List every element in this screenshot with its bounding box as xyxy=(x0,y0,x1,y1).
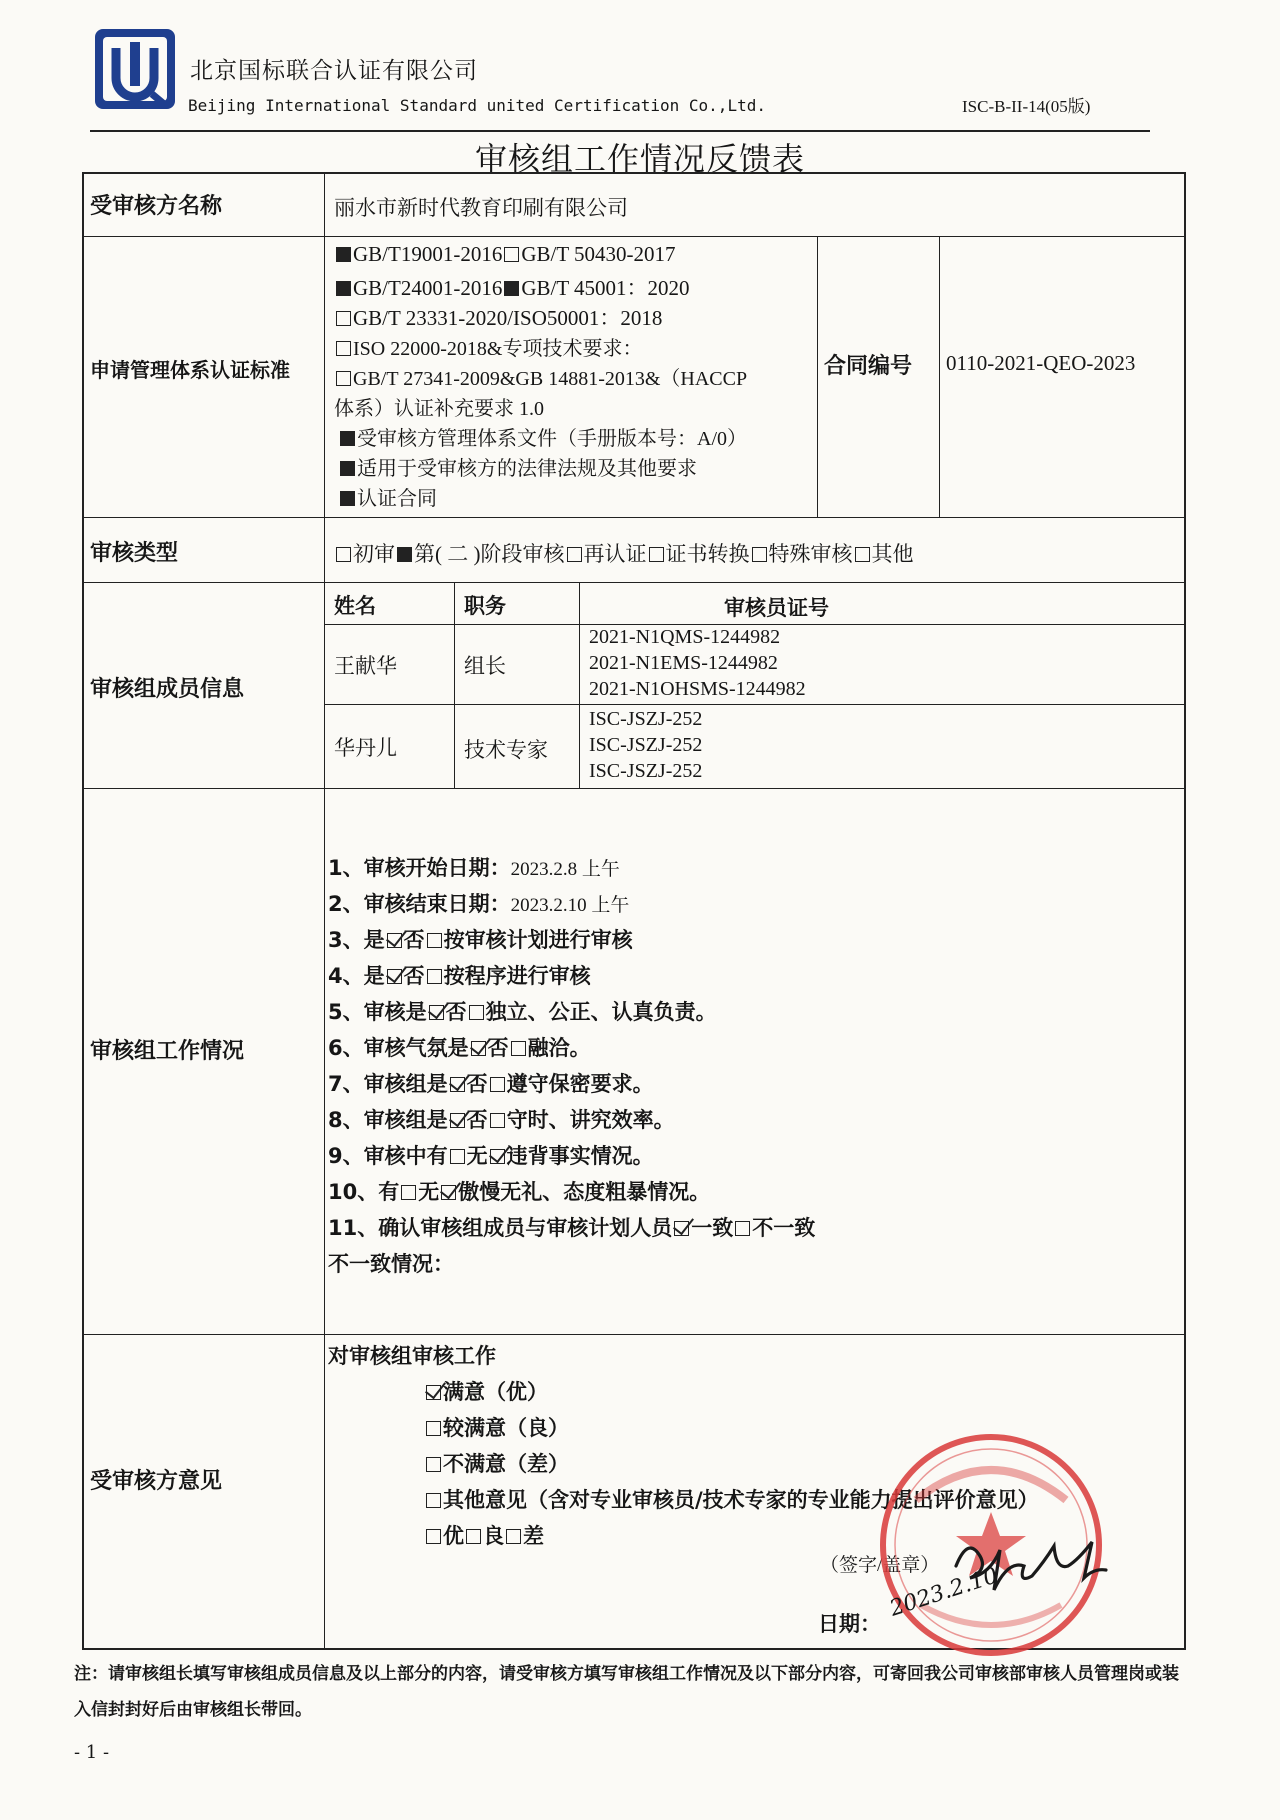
checkbox-legal-requirements[interactable] xyxy=(340,461,355,476)
contract-number-label: 合同编号 xyxy=(824,354,913,379)
opinion-option-satisfied: 满意（优） xyxy=(424,1376,548,1406)
standards-line: GB/T19001-2016 GB/T 50430-2017 xyxy=(334,242,676,267)
signature-label: （签字/盖章） xyxy=(820,1555,940,1576)
team-column-divider xyxy=(454,582,455,788)
standards-label: 申请管理体系认证标准 xyxy=(90,358,290,382)
checkbox-no[interactable] xyxy=(490,1149,505,1164)
mismatch-label: 不一致情况： xyxy=(328,1252,454,1276)
contract-column-divider xyxy=(939,236,940,517)
checkbox-gb27341[interactable] xyxy=(336,371,351,386)
row-divider xyxy=(84,517,1184,518)
member-cert: 2021-N1EMS-1244982 xyxy=(589,652,778,674)
work-item-7: 7、审核组是 否 遵守保密要求。 xyxy=(328,1072,654,1096)
work-item-9: 9、审核中有 无 违背事实情况。 xyxy=(328,1144,654,1168)
checkbox-gb50430[interactable] xyxy=(504,247,519,262)
auditee-name: 丽水市新时代教育印刷有限公司 xyxy=(334,196,628,220)
checkbox-yes[interactable] xyxy=(471,1041,486,1056)
checkbox-special-audit[interactable] xyxy=(752,547,767,562)
team-header-divider xyxy=(324,624,1184,625)
checkbox-no[interactable] xyxy=(511,1041,526,1056)
row-divider xyxy=(84,236,1184,237)
end-date-item: 2、审核结束日期：2023.2.10 上午 xyxy=(328,892,630,916)
checkbox-good[interactable] xyxy=(466,1529,481,1544)
auditee-label: 受审核方名称 xyxy=(90,194,223,219)
opinion-option-unsatisfied: 不满意（差） xyxy=(424,1448,569,1478)
audit-type-label: 审核类型 xyxy=(90,541,179,566)
start-date-item: 1、审核开始日期：2023.2.8 上午 xyxy=(328,856,620,880)
work-item-6: 6、审核气氛是 否 融洽。 xyxy=(328,1036,591,1060)
auditee-opinion-label: 受审核方意见 xyxy=(90,1469,223,1494)
member-role: 技术专家 xyxy=(464,738,548,762)
standards-line: 认证合同 xyxy=(338,482,437,511)
checkbox-iso22000[interactable] xyxy=(336,341,351,356)
footer-note: 注：请审核组长填写审核组成员信息及以上部分的内容，请受审核方填写审核组工作情况及以下部分内容，可寄回我公司审核部审核人员管理岗或装入信封封好后由审核组长带回。 xyxy=(74,1664,1179,1720)
checkbox-recertification[interactable] xyxy=(567,547,582,562)
checkbox-initial-audit[interactable] xyxy=(336,547,351,562)
standards-line: GB/T 27341-2009&GB 14881-2013&（HACCP xyxy=(334,362,747,391)
document-code: ISC-B-II-14(05版) xyxy=(962,97,1091,116)
checkbox-no[interactable] xyxy=(427,969,442,984)
checkbox-certification-contract[interactable] xyxy=(340,491,355,506)
col-name-header: 姓名 xyxy=(334,594,376,618)
col-cert-header: 审核员证号 xyxy=(724,596,829,620)
page-number: - 1 - xyxy=(74,1742,110,1763)
checkbox-fairly-satisfied[interactable] xyxy=(426,1421,441,1436)
label-column-divider xyxy=(324,174,325,1650)
standards-line: 适用于受审核方的法律法规及其他要求 xyxy=(338,452,697,481)
standards-line: 体系）认证补充要求 1.0 xyxy=(334,398,544,420)
standards-line: ISO 22000-2018&专项技术要求： xyxy=(334,332,642,361)
checkbox-yes[interactable] xyxy=(387,969,402,984)
checkbox-no[interactable] xyxy=(427,933,442,948)
checkbox-yes[interactable] xyxy=(387,933,402,948)
company-name-en: Beijing International Standard united Certification Co.,Ltd. xyxy=(188,96,766,115)
member-name: 华丹儿 xyxy=(334,736,397,760)
work-situation-label: 审核组工作情况 xyxy=(90,1039,245,1064)
checkbox-satisfied[interactable] xyxy=(426,1385,441,1400)
checkbox-other[interactable] xyxy=(855,547,870,562)
checkbox-yes[interactable] xyxy=(429,1005,444,1020)
team-member-divider xyxy=(324,704,1184,705)
company-name-cn: 北京国标联合认证有限公司 xyxy=(190,58,478,84)
team-column-divider xyxy=(579,582,580,788)
checkbox-no[interactable] xyxy=(490,1113,505,1128)
handwritten-date: 2023.2.10 xyxy=(886,1563,1002,1622)
checkbox-yes[interactable] xyxy=(450,1077,465,1092)
member-cert: 2021-N1QMS-1244982 xyxy=(589,626,781,648)
checkbox-yes[interactable] xyxy=(450,1149,465,1164)
checkbox-no[interactable] xyxy=(441,1185,456,1200)
checkbox-auditee-docs[interactable] xyxy=(340,431,355,446)
checkbox-stage-audit[interactable] xyxy=(397,547,412,562)
checkbox-inconsistent[interactable] xyxy=(735,1221,750,1236)
opinion-rating: 优 良 差 xyxy=(424,1520,544,1550)
checkbox-certificate-transfer[interactable] xyxy=(649,547,664,562)
work-item-8: 8、审核组是 否 守时、讲究效率。 xyxy=(328,1108,675,1132)
member-cert: ISC-JSZJ-252 xyxy=(589,760,703,782)
work-item-5: 5、审核是 否 独立、公正、认真负责。 xyxy=(328,1000,717,1024)
opinion-intro: 对审核组审核工作 xyxy=(328,1344,496,1368)
opinion-option-fairly-satisfied: 较满意（良） xyxy=(424,1412,569,1442)
team-info-label: 审核组成员信息 xyxy=(90,677,245,702)
checkbox-gb19001[interactable] xyxy=(336,247,351,262)
checkbox-gb23331[interactable] xyxy=(336,311,351,326)
row-divider xyxy=(84,582,1184,583)
standards-line: GB/T 23331-2020/ISO50001：2018 xyxy=(334,302,662,332)
work-item-3: 3、是 否 按审核计划进行审核 xyxy=(328,928,633,952)
checkbox-poor[interactable] xyxy=(506,1529,521,1544)
member-cert: ISC-JSZJ-252 xyxy=(589,708,703,730)
checkbox-gb24001[interactable] xyxy=(336,281,351,296)
feedback-form-table xyxy=(82,172,1186,1650)
checkbox-yes[interactable] xyxy=(401,1185,416,1200)
opinion-option-other: 其他意见（含对专业审核员/技术专家的专业能力提出评价意见） xyxy=(424,1484,1039,1514)
work-item-4: 4、是 否 按程序进行审核 xyxy=(328,964,591,988)
work-item-10: 10、有 无 傲慢无礼、态度粗暴情况。 xyxy=(328,1180,711,1204)
audit-type-options: 初审 第( 二 )阶段审核 再认证 证书转换 特殊审核 其他 xyxy=(334,538,914,568)
row-divider xyxy=(84,1334,1184,1335)
checkbox-consistent[interactable] xyxy=(674,1221,689,1236)
checkbox-other-opinion[interactable] xyxy=(426,1493,441,1508)
work-item-11: 11、确认审核组成员与审核计划人员 一致 不一致 xyxy=(328,1216,816,1240)
checkbox-no[interactable] xyxy=(469,1005,484,1020)
row-divider xyxy=(84,788,1184,789)
header-divider xyxy=(90,130,1150,132)
member-name: 王献华 xyxy=(334,654,397,678)
contract-number: 0110-2021-QEO-2023 xyxy=(946,351,1136,375)
checkbox-no[interactable] xyxy=(490,1077,505,1092)
member-cert: ISC-JSZJ-252 xyxy=(589,734,703,756)
checkbox-gb45001[interactable] xyxy=(504,281,519,296)
col-role-header: 职务 xyxy=(464,594,506,618)
checkbox-unsatisfied[interactable] xyxy=(426,1457,441,1472)
member-cert: 2021-N1OHSMS-1244982 xyxy=(589,678,806,700)
checkbox-excellent[interactable] xyxy=(426,1529,441,1544)
document-title: 审核组工作情况反馈表 xyxy=(474,140,805,178)
contract-column-divider xyxy=(817,236,818,517)
standards-line: 受审核方管理体系文件（手册版本号：A/0） xyxy=(338,422,747,451)
standards-line: GB/T24001-2016 GB/T 45001：2020 xyxy=(334,272,690,302)
date-label: 日期： xyxy=(818,1612,881,1636)
checkbox-yes[interactable] xyxy=(450,1113,465,1128)
member-role: 组长 xyxy=(464,654,506,678)
company-logo xyxy=(92,26,178,112)
